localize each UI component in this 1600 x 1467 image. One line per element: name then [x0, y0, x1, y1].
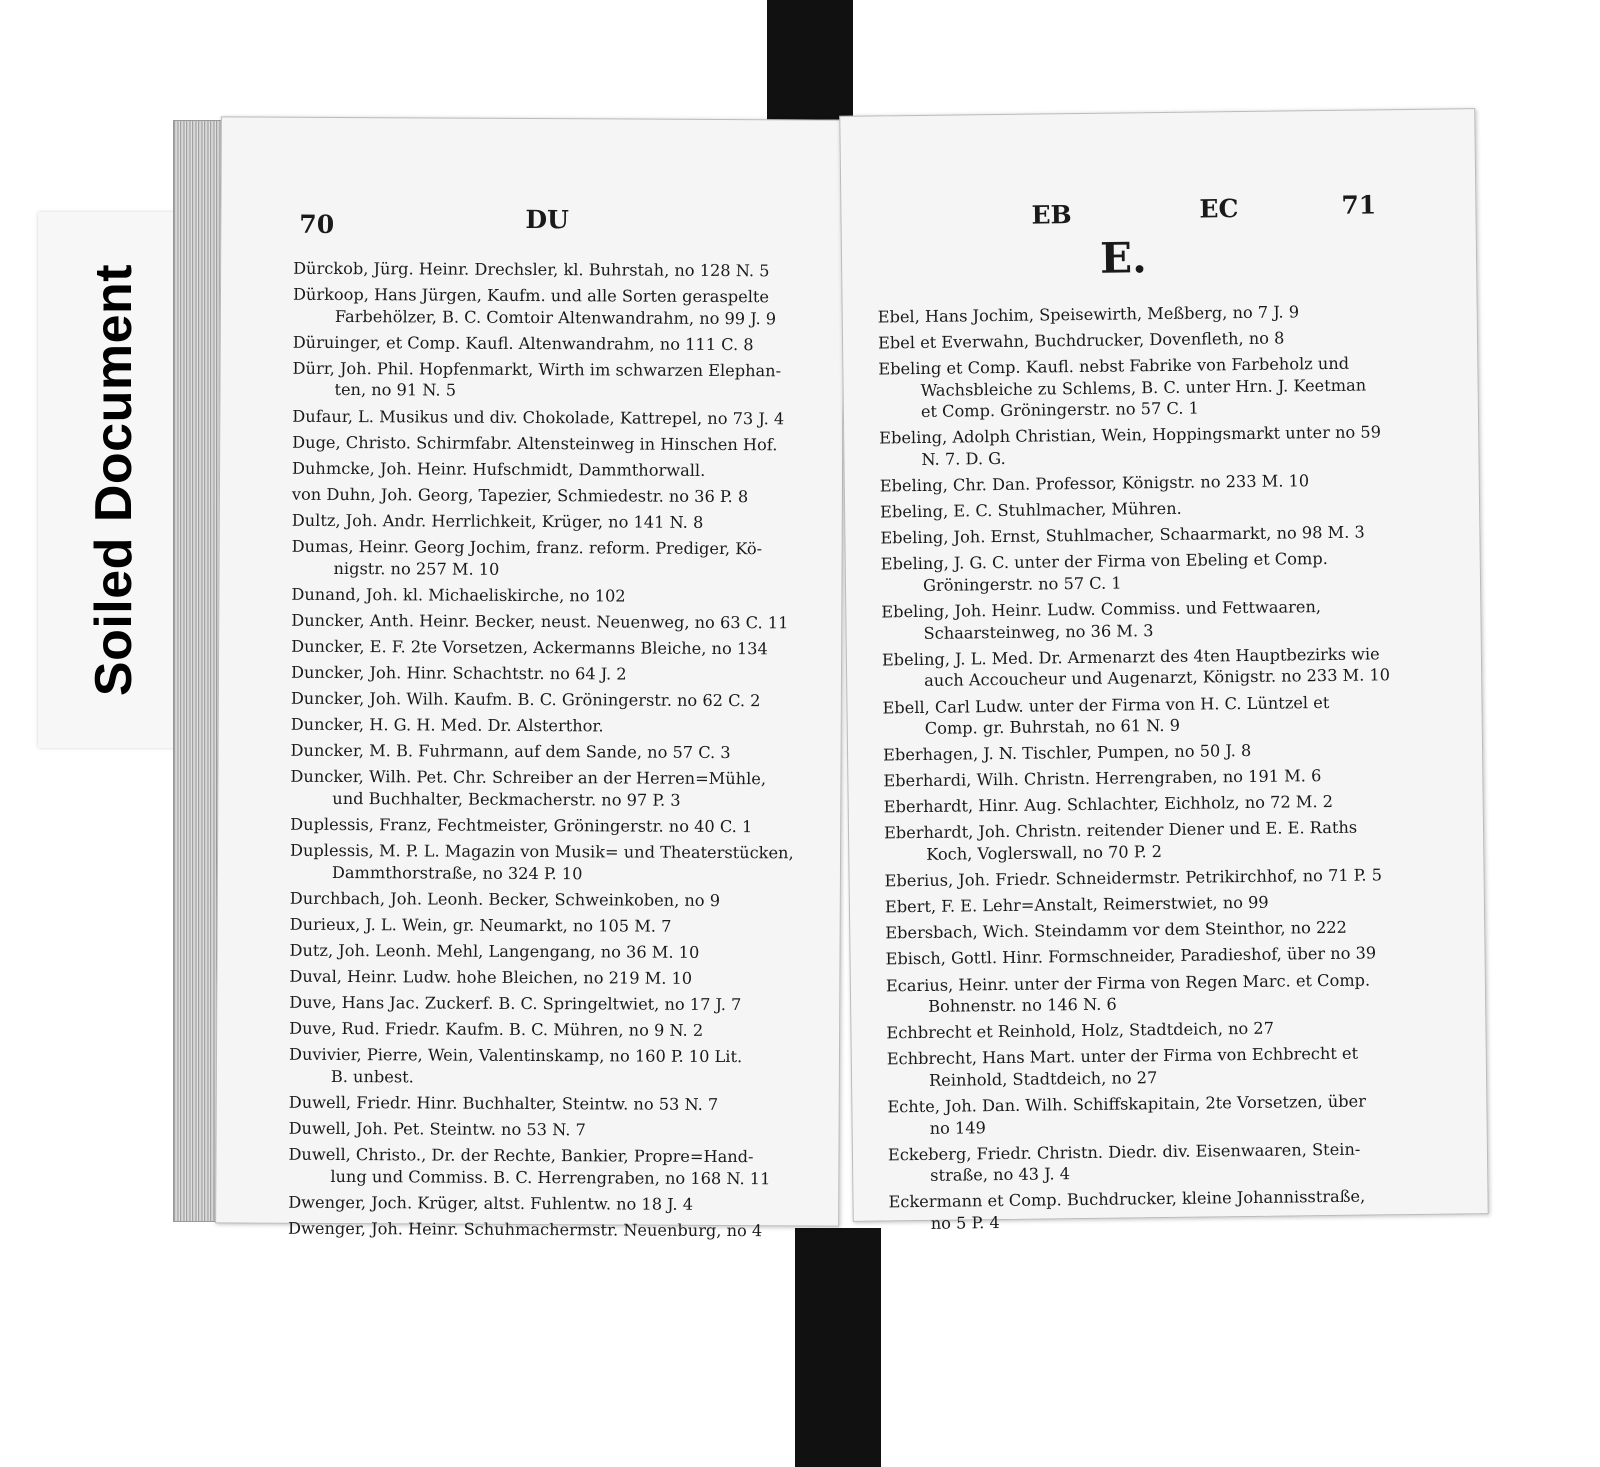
entry-line: Ebert, F. E. Lehr=Anstalt, Reimerstwiet, no 99	[884, 892, 1269, 917]
entry-line: Dufaur, L. Musikus und div. Chokolade, Kattrepel, no 73 J. 4	[292, 406, 785, 428]
entry-continuation-line: Comp. gr. Buhrstah, no 61 N. 9	[924, 715, 1181, 739]
entry-line: Duvivier, Pierre, Wein, Valentinskamp, no 160 P. 10 Lit.	[288, 1045, 743, 1067]
entry-continuation-line: nigstr. no 257 M. 10	[333, 558, 500, 579]
top-spine-band	[767, 0, 853, 130]
entry-line: Ecarius, Heinr. unter der Firma von Regen Marc. et Comp.	[885, 970, 1371, 995]
directory-entry	[886, 968, 1476, 1018]
entry-line: Dutz, Joh. Leonh. Mehl, Langengang, no 36 M. 10	[289, 940, 700, 962]
entry-line: Duwell, Christo., Dr. der Rechte, Bankier, Propre=Hand-	[288, 1145, 754, 1167]
entry-line: Duncker, E. F. 2te Vorsetzen, Ackermanns Bleiche, no 134	[291, 636, 768, 659]
entry-line: Ebel et Everwahn, Buchdrucker, Dovenfleth, no 8	[877, 328, 1285, 353]
entry-line: Dumas, Heinr. Georg Jochim, franz. reform. Prediger, Kö-	[291, 536, 763, 559]
running-head-right-eb: EB	[1031, 200, 1072, 230]
right-entries-list	[878, 299, 1479, 1239]
entry-continuation-line: Gröningerstr. no 57 C. 1	[922, 573, 1122, 595]
entry-line: Duwell, Joh. Pet. Steintw. no 53 N. 7	[288, 1118, 586, 1140]
directory-entry	[885, 942, 1475, 971]
entry-line: Duve, Hans Jac. Zuckerf. B. C. Springeltwiet, no 17 J. 7	[289, 992, 742, 1015]
entry-continuation-line: Dammthorstraße, no 324 P. 10	[331, 862, 583, 884]
directory-entry	[290, 814, 820, 838]
right-page	[839, 108, 1488, 1233]
directory-entry	[292, 458, 822, 482]
directory-entry	[293, 284, 823, 330]
entry-continuation-line: Wachsbleiche zu Schlems, B. C. unter Hrn. J. Keetman	[920, 375, 1367, 400]
directory-entry	[881, 547, 1471, 597]
entry-line: Duval, Heinr. Ludw. hohe Bleichen, no 219 M. 10	[289, 966, 693, 988]
entry-line: Eberius, Joh. Friedr. Schneidermstr. Petrikirchhof, no 71 P. 5	[884, 865, 1383, 891]
directory-entry	[887, 1089, 1477, 1139]
entry-continuation-line: B. unbest.	[330, 1066, 414, 1087]
directory-entry	[883, 764, 1473, 793]
entry-continuation-line: Koch, Voglerswall, no 70 P. 2	[926, 842, 1163, 864]
directory-entry	[291, 714, 821, 738]
directory-entry	[291, 536, 821, 582]
directory-entry	[880, 468, 1470, 497]
directory-entry	[878, 325, 1468, 354]
running-head-right-ec: EC	[1199, 194, 1239, 224]
directory-entry	[885, 916, 1475, 945]
entry-line: Duncker, M. B. Fuhrmann, auf dem Sande, no 57 C. 3	[290, 741, 731, 763]
directory-entry	[291, 688, 821, 712]
directory-entry	[290, 888, 820, 912]
directory-entry	[292, 484, 822, 508]
entry-continuation-line: Reinhold, Stadtdeich, no 27	[928, 1068, 1158, 1090]
directory-entry	[292, 510, 822, 534]
entry-line: Durieux, J. L. Wein, gr. Neumarkt, no 105 M. 7	[289, 914, 672, 936]
entry-continuation-line: et Comp. Gröningerstr. no 57 C. 1	[920, 398, 1199, 422]
entry-line: Ebeling, Joh. Heinr. Ludw. Commiss. und Fettwaaren,	[881, 597, 1322, 622]
directory-entry	[289, 1044, 819, 1090]
entry-line: Duwell, Friedr. Hinr. Buchhalter, Steintw. no 53 N. 7	[288, 1092, 719, 1115]
directory-entry	[291, 583, 821, 607]
running-head-left: DU	[525, 204, 569, 235]
entry-line: Eckeberg, Friedr. Christn. Diedr. div. Eisenwaaren, Stein-	[887, 1139, 1361, 1165]
entry-line: Duncker, Joh. Wilh. Kaufm. B. C. Gröningerstr. no 62 C. 2	[290, 688, 761, 711]
entry-line: Eberhardt, Hinr. Aug. Schlachter, Eichholz, no 72 M. 2	[883, 792, 1334, 817]
directory-entry	[883, 737, 1473, 766]
entry-line: Duplessis, M. P. L. Magazin von Musik= und Theaterstücken,	[290, 840, 794, 863]
entry-continuation-line: straße, no 43 J. 4	[930, 1164, 1071, 1186]
soiled-document-label: Soiled Document	[85, 263, 143, 697]
directory-entry	[289, 940, 819, 964]
directory-entry	[292, 431, 822, 455]
directory-entry	[289, 966, 819, 990]
directory-entry	[291, 636, 821, 660]
entry-line: Ebeling, J. G. C. unter der Firma von Ebeling et Comp.	[880, 549, 1328, 574]
directory-entry	[886, 1015, 1476, 1044]
section-letter: E.	[1099, 233, 1147, 283]
entry-continuation-line: Schaarsteinweg, no 36 M. 3	[923, 620, 1154, 643]
entry-continuation-line: lung und Commiss. B. C. Herrengraben, no 168 N. 11	[330, 1166, 771, 1189]
directory-entry	[288, 1144, 818, 1190]
entry-line: Ebeling, Adolph Christian, Wein, Hoppingsmarkt unter no 59	[879, 422, 1382, 448]
entry-line: Duve, Rud. Friedr. Kaufm. B. C. Mühren, no 9 N. 2	[289, 1019, 704, 1041]
directory-entry	[293, 258, 823, 282]
directory-entry	[881, 594, 1471, 644]
entry-line: Dunand, Joh. kl. Michaeliskirche, no 102	[291, 584, 626, 606]
directory-entry	[884, 816, 1474, 866]
entry-continuation-line: ten, no 91 N. 5	[334, 380, 457, 401]
directory-entry	[879, 421, 1469, 471]
entry-line: Dürckob, Jürg. Heinr. Drechsler, kl. Buhrstah, no 128 N. 5	[293, 258, 770, 281]
entry-continuation-line: auch Accoucheur und Augenarzt, Königstr. no 233 M. 10	[924, 665, 1391, 691]
entry-line: Ebeling, J. L. Med. Dr. Armenarzt des 4ten Hauptbezirks wie	[881, 644, 1380, 670]
directory-entry	[885, 889, 1475, 918]
directory-entry	[291, 610, 821, 634]
entry-line: Durchbach, Joh. Leonh. Becker, Schweinkoben, no 9	[289, 888, 721, 910]
entry-line: Eberhardt, Joh. Christn. reitender Diener und E. E. Raths	[883, 818, 1358, 843]
entry-line: Ebeling, Chr. Dan. Professor, Königstr. no 233 M. 10	[879, 471, 1310, 496]
directory-entry	[293, 332, 823, 356]
directory-entry	[288, 1192, 818, 1216]
entry-continuation-line: N. 7. D. G.	[921, 448, 1006, 470]
entry-line: Dwenger, Joh. Heinr. Schuhmachermstr. Neuenburg, no 4	[288, 1218, 763, 1241]
directory-entry	[887, 1042, 1477, 1092]
entry-line: Echbrecht, Hans Mart. unter der Firma von Echbrecht et	[886, 1043, 1359, 1069]
entry-line: Dultz, Joh. Andr. Herrlichkeit, Krüger, no 141 N. 8	[291, 510, 704, 532]
left-entries-list	[288, 258, 823, 1247]
directory-entry	[291, 740, 821, 764]
entry-continuation-line: Bohnenstr. no 146 N. 6	[928, 994, 1117, 1017]
directory-entry	[289, 1092, 819, 1116]
directory-entry	[289, 1118, 819, 1142]
entry-continuation-line: no 149	[929, 1117, 986, 1138]
directory-entry	[288, 1218, 818, 1242]
directory-entry	[880, 521, 1470, 550]
entry-line: Echte, Joh. Dan. Wilh. Schiffskapitain, 2te Vorsetzen, über	[887, 1091, 1367, 1117]
directory-entry	[878, 351, 1469, 423]
directory-entry	[292, 405, 822, 429]
directory-entry	[291, 662, 821, 686]
directory-entry	[289, 992, 819, 1016]
entry-continuation-line: Farbehölzer, B. C. Comtoir Altenwandrahm, no 99 J. 9	[334, 306, 777, 328]
directory-entry	[289, 1018, 819, 1042]
entry-line: Ebersbach, Wich. Steindamm vor dem Steinthor, no 222	[885, 918, 1348, 943]
entry-line: von Duhn, Joh. Georg, Tapezier, Schmiedestr. no 36 P. 8	[291, 484, 749, 506]
entry-line: Duhmcke, Joh. Heinr. Hufschmidt, Dammthorwall.	[292, 458, 706, 480]
entry-line: Eberhagen, J. N. Tischler, Pumpen, no 50 J. 8	[882, 741, 1252, 765]
directory-entry	[888, 1185, 1478, 1235]
directory-entry	[292, 358, 822, 404]
entry-line: Duplessis, Franz, Fechtmeister, Gröningerstr. no 40 C. 1	[290, 814, 753, 837]
entry-line: Eckermann et Comp. Buchdrucker, kleine Johannisstraße,	[888, 1186, 1366, 1212]
entry-line: Duge, Christo. Schirmfabr. Altensteinweg in Hinschen Hof.	[292, 432, 778, 454]
bottom-spine-band	[795, 1228, 881, 1467]
directory-entry	[290, 766, 820, 812]
directory-entry	[882, 642, 1472, 692]
entry-line: Düruinger, et Comp. Kaufl. Altenwandrahm, no 111 C. 8	[292, 332, 754, 354]
page-number-right: 71	[1341, 190, 1377, 220]
page-number-left: 70	[299, 209, 335, 239]
left-page	[215, 116, 845, 1241]
entry-line: Ebeling et Comp. Kaufl. nebst Fabrike von Farbeholz und	[878, 353, 1350, 379]
entry-line: Echbrecht et Reinhold, Holz, Stadtdeich, no 27	[886, 1018, 1275, 1043]
entry-line: Duncker, Anth. Heinr. Becker, neust. Neuenweg, no 63 C. 11	[291, 610, 789, 633]
entry-line: Duncker, Joh. Hinr. Schachtstr. no 64 J. 2	[290, 662, 627, 684]
entry-line: Duncker, Wilh. Pet. Chr. Schreiber an der Herren=Mühle,	[290, 767, 767, 789]
entry-continuation-line: no 5 P. 4	[930, 1213, 1000, 1233]
directory-entry	[290, 840, 820, 886]
entry-line: Ebisch, Gottl. Hinr. Formschneider, Paradieshof, über no 39	[885, 943, 1377, 969]
entry-line: Ebeling, E. C. Stuhlmacher, Mühren.	[879, 499, 1182, 522]
entry-line: Ebell, Carl Ludw. unter der Firma von H. C. Lüntzel et	[882, 692, 1330, 717]
entry-line: Dürkoop, Hans Jürgen, Kaufm. und alle Sorten geraspelte	[292, 284, 770, 307]
directory-entry	[882, 690, 1472, 740]
entry-continuation-line: und Buchhalter, Beckmacherstr. no 97 P. 3	[332, 788, 681, 810]
directory-entry	[884, 863, 1474, 892]
entry-line: Dwenger, Joch. Krüger, altst. Fuhlentw. no 18 J. 4	[288, 1192, 694, 1214]
entry-line: Duncker, H. G. H. Med. Dr. Alsterthor.	[290, 714, 604, 736]
entry-line: Ebel, Hans Jochim, Speisewirth, Meßberg, no 7 J. 9	[877, 302, 1300, 327]
directory-entry	[888, 1137, 1478, 1187]
directory-entry	[880, 494, 1470, 523]
entry-line: Ebeling, Joh. Ernst, Stuhlmacher, Schaarmarkt, no 98 M. 3	[880, 522, 1365, 548]
entry-line: Eberhardi, Wilh. Christn. Herrengraben, no 191 M. 6	[883, 766, 1322, 791]
directory-entry	[878, 299, 1468, 328]
directory-entry	[290, 914, 820, 938]
directory-entry	[884, 790, 1474, 819]
entry-line: Dürr, Joh. Phil. Hopfenmarkt, Wirth im schwarzen Elephan-	[292, 358, 782, 381]
